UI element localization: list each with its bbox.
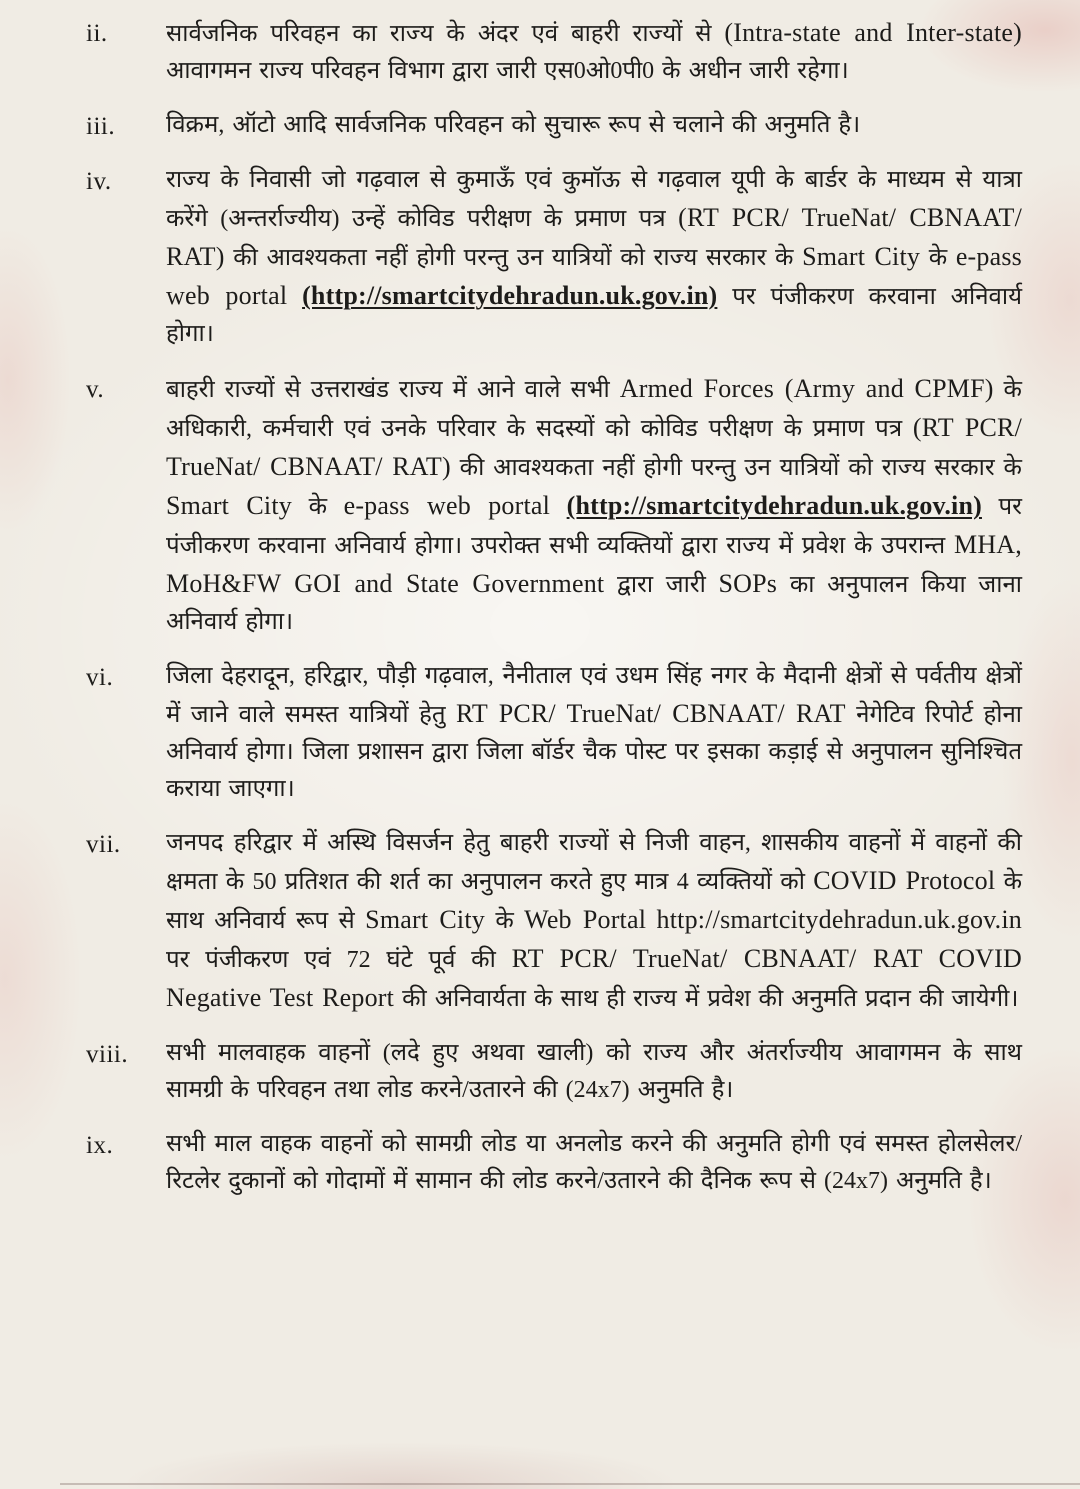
text-run [646,908,656,934]
text-run: पर पंजीकरण करवाना अनिवार्य होगा। उपरोक्त सभी व्यक्तियों द्वारा राज्य में प्रवेश के उपरान्त [166,494,1022,559]
text-run: विक्रम, ऑटो आदि सार्वजनिक परिवहन को सुचारू रूप से चलाने की अनुमति है। [166,112,861,138]
text-run: सभी मालवाहक वाहनों (लदे हुए अथवा खाली) को राज्य और अंतर्राज्यीय आवागमन के साथ सामग्री के परिवहन तथा लोड करने/उतारने की (24x7) अनुमति है। [166,1040,1022,1103]
item-text [166,1126,1022,1200]
text-run: Web Portal [524,905,647,934]
text-run: Armed Forces (Army and CPMF) [619,374,994,403]
text-run: RT PCR/ TrueNat/ CBNAAT/ RAT [455,699,846,728]
url-text: http://smartcitydehradun.uk.gov.in [656,905,1022,934]
text-run: के [291,494,344,520]
text-run: RT PCR/ TrueNat/ CBNAAT/ RAT COVID Negative Test Report [166,944,1022,1012]
text-run: सभी माल वाहक वाहनों को सामग्री लोड या अनलोड करने की अनुमति होगी एवं समस्त होलसेलर/रिटलेर दुकानों को गोदामों में सामान की लोड करने/उतारने की दैनिक रूप से (24x7) अनुमति है। [166,1131,1022,1194]
text-run: पर पंजीकरण करवाना अनिवार्य होगा। [166,284,1022,347]
item-number: vi. [86,664,114,691]
text-run: के [920,245,956,271]
item-text [166,107,1022,145]
text-run: Smart City [166,491,292,520]
item-number: v. [86,376,105,403]
scan-edge-artifact [60,1483,1080,1485]
list-item [86,14,1022,90]
text-run: जनपद हरिद्वार में अस्थि विसर्जन हेतु बाहरी राज्यों से निजी वाहन, शासकीय वाहनों में वाहनों की क्षमता के 50 प्रतिशत की शर्त का अनुपालन करते हुए मात्र 4 व्यक्तियों को [166,830,1022,895]
item-number: ix. [86,1132,114,1159]
url-text: (http://smartcitydehradun.uk.gov.in) [302,281,718,310]
text-run: (RT PCR/ TrueNat/ CBNAAT/ RAT) [166,203,1022,271]
item-number: iii. [86,113,116,140]
text-run: का अनुपालन किया जाना अनिवार्य होगा। [166,572,1022,635]
text-run: के [484,908,525,934]
text-run: Smart City [365,905,485,934]
text-run: नेगेटिव रिपोर्ट होना अनिवार्य होगा। जिला प्रशासन द्वारा जिला बॉर्डर चैक पोस्ट पर इसका कड़ाई से अनुपालन सुनिश्चित कराया जाएगा। [166,702,1022,802]
document-list [86,14,1022,1200]
url-text: (http://smartcitydehradun.uk.gov.in) [566,491,982,520]
text-run: की अनिवार्यता के साथ ही राज्य में प्रवेश की अनुमति प्रदान की जायेगी। [394,986,1019,1012]
text-run: e-pass web portal [343,491,551,520]
text-run: के साथ अनिवार्य रूप से [166,869,1022,934]
text-run: COVID Protocol [813,866,996,895]
list-item [86,107,1022,145]
text-run: राज्य के निवासी जो गढ़वाल से कुमाऊँ एवं कुमॉऊ से गढ़वाल यूपी के बार्डर के माध्यम से यात्रा करेंगे (अन्तर्राज्यीय) उन्हें कोविड परीक्षण के प्रमाण पत्र [166,167,1022,232]
text-run: (Intra-state and Inter-state) [724,18,1023,47]
item-text [166,1035,1022,1109]
text-run: पर पंजीकरण एवं 72 घंटे पूर्व की [166,947,512,973]
item-number: vii. [86,831,121,858]
text-run: बाहरी राज्यों से उत्तराखंड राज्य में आने वाले सभी [166,377,620,403]
item-number: ii. [86,20,108,47]
item-text [166,162,1022,353]
item-text [166,825,1022,1018]
item-text [166,658,1022,808]
text-run [550,494,567,520]
text-run: SOPs [718,569,778,598]
text-run: की आवश्यकता नहीं होगी परन्तु उन यात्रियों को राज्य सरकार के [450,455,1022,481]
text-run [287,284,302,310]
list-item [86,1035,1022,1109]
text-run: Smart City [802,242,921,271]
list-item [86,658,1022,808]
text-run: आवागमन राज्य परिवहन विभाग द्वारा जारी एस0ओ0पी0 के अधीन जारी रहेगा। [166,58,849,84]
text-run: सार्वजनिक परिवहन का राज्य के अंदर एवं बाहरी राज्यों से [166,21,725,47]
list-item [86,1126,1022,1200]
item-number: iv. [86,168,112,195]
item-text [166,14,1022,90]
item-number: viii. [86,1041,129,1068]
item-text [166,370,1022,641]
list-item [86,825,1022,1018]
text-run: जिला देहरादून, हरिद्वार, पौड़ी गढ़वाल, नैनीताल एवं उधम सिंह नगर के मैदानी क्षेत्रों से पर्वतीय क्षेत्रों में जाने वाले समस्त यात्रियों हेतु [166,663,1022,728]
text-run: की आवश्यकता नहीं होगी परन्तु उन यात्रियों को राज्य सरकार के [224,245,803,271]
text-run: MHA, MoH&FW GOI and State Government [166,530,1022,598]
text-run: द्वारा जारी [604,572,719,598]
text-run: e-pass web portal [166,242,1022,310]
list-item [86,162,1022,353]
text-run: (RT PCR/ TrueNat/ CBNAAT/ RAT) [166,413,1022,481]
text-run: के अधिकारी, कर्मचारी एवं उनके परिवार के सदस्यों को कोविड परीक्षण के प्रमाण पत्र [166,377,1022,442]
list-item [86,370,1022,641]
